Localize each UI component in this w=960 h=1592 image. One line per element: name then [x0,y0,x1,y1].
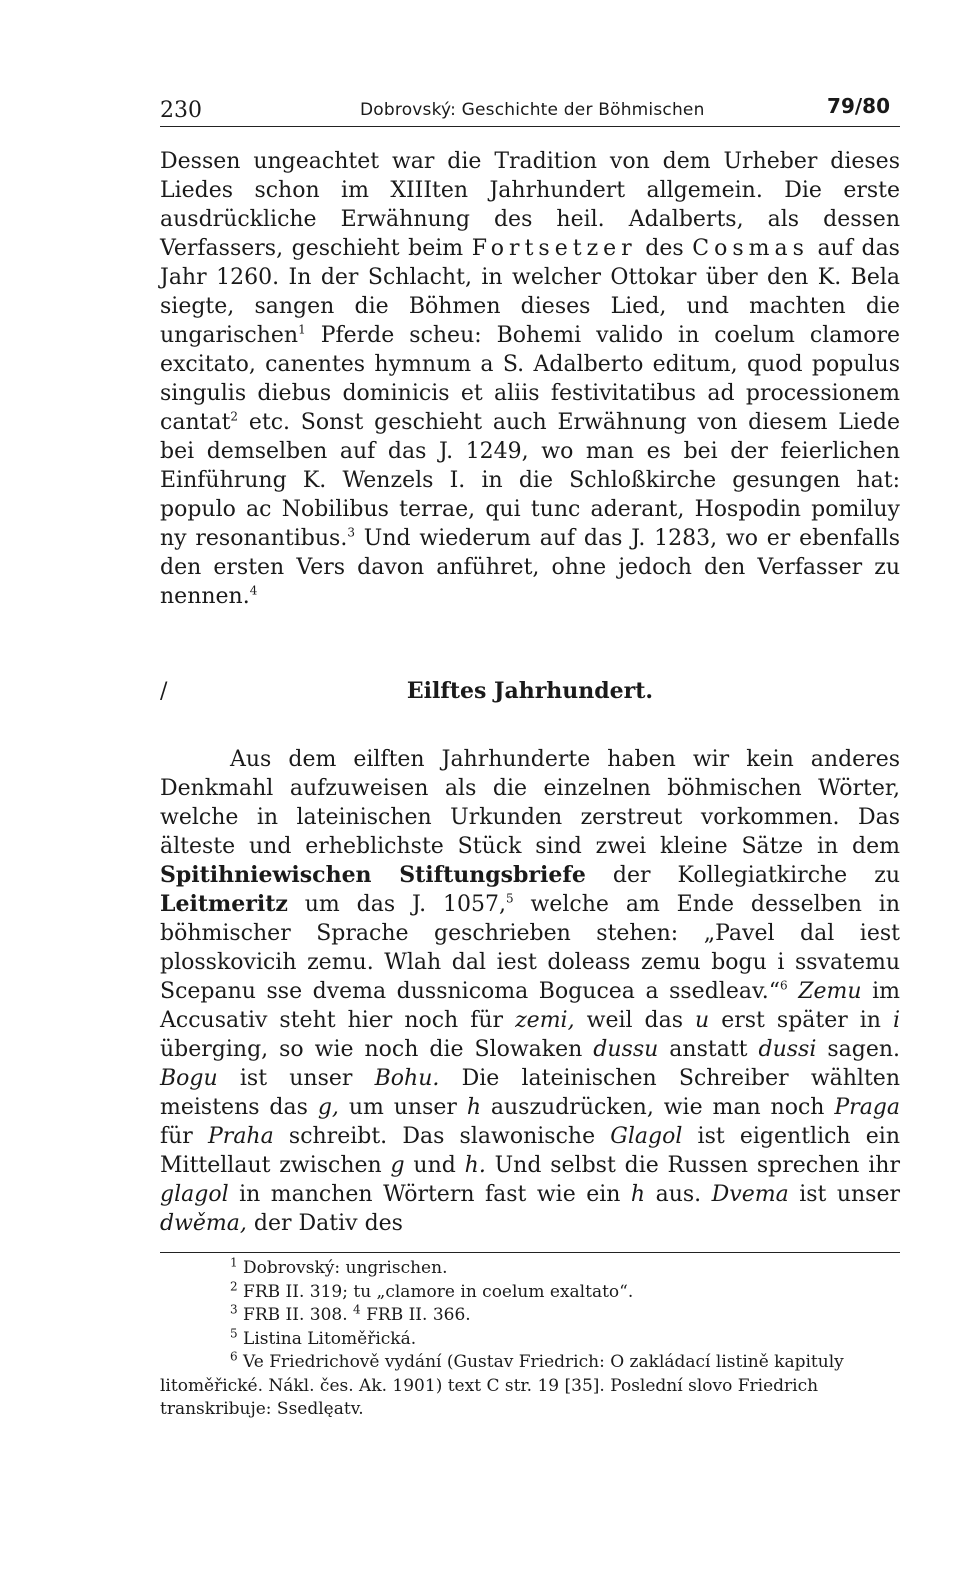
text-run: erst später in [721,1008,881,1033]
italic-term: g, [317,1095,339,1120]
footnote-ref: 2 [230,409,239,424]
text-run: ist unser [239,1066,353,1091]
footnote [160,1278,900,1305]
footnote [160,1257,900,1281]
italic-term: Bogu [160,1066,218,1091]
text-run: auf das Jahr 1260. In der Schlacht, in welcher Ottokar über den K. Bela siegte, sangen die Böhmen dieses Lied, und machten die ungarischen [160,236,900,348]
text-run: und [413,1153,456,1178]
footnote-number: 3 [230,1302,238,1317]
main-text [160,147,900,1238]
italic-term: Dvema [711,1182,789,1207]
text-run: schreibt. Das slawonische [288,1124,596,1149]
footnote-ref: 6 [780,978,788,993]
text-run: für [160,1124,193,1149]
text-run: um das J. 1057, [304,892,507,917]
footnote-ref: 3 [347,525,355,540]
footnote-text: Listina Litoměřická. [243,1328,417,1349]
text-run: der Dativ des [253,1211,403,1236]
emphasis-spaced: Cosmas [692,236,809,261]
italic-term: h [630,1182,646,1207]
paragraph [160,147,900,611]
italic-term: dussu [593,1037,659,1062]
footnotes [160,1252,900,1422]
italic-term: Praga [834,1095,901,1120]
footnote-number: 4 [353,1302,361,1317]
text-run: Dessen ungeachtet war die Tradition von dem Urheber dieses Liedes schon im XIIIten Jahrhundert allgemein. Die erste ausdrückliche Erwähnung des heil. Adalberts, als dessen Verfassers, geschieht beim [160,149,900,261]
italic-term: Zemu [798,979,862,1004]
text-run: etc. Sonst geschieht auch Erwähnung von diesem Liede bei demselben auf das J. 1249, wo man es bei der feierlichen Einführung K. Wenzels I. in die Schloßkirche gesungen hat: populo ac Nobilibus terrae, qui tunc aderant, Hospodin pomiluy ny resonantibus. [160,410,900,551]
italic-term: h. [464,1153,486,1178]
text-run: Pferde scheu: Bohemi valido in coelum clamore excitato, canentes hymnum a S. Adalberto editum, quod populus singulis diebus dominicis et aliis festivitatibus ad processionem cantat [160,323,901,435]
italic-term: u [695,1008,710,1033]
footnote-number: 5 [230,1325,238,1340]
italic-term: Bohu. [374,1066,440,1091]
text-run: um unser [348,1095,457,1120]
text-run: des [645,236,684,261]
italic-term: glagol [160,1182,229,1207]
text-run: in manchen Wörtern fast wie ein [239,1182,621,1207]
text-run: aus. [655,1182,702,1207]
italic-term: dwěma, [160,1211,247,1236]
text-run: ist eigentlich ein Mittellaut zwischen [160,1124,900,1178]
page-number: 230 [160,98,202,123]
text-run: Aus dem eilften Jahrhunderte haben wir kein anderes Denkmahl aufzuweisen als die einzelnen böhmischen Wörter, welche in lateinischen Urkunden zerstreut vorkommen. Das älteste und erheblichste Stück sind zwei kleine Sätze in dem [160,747,900,859]
footnote [160,1304,900,1328]
bold-term: Spitihniewischen Stiftungsbriefe [160,862,586,888]
folio-number: 79/80 [827,94,890,118]
footnote-text: Ve Friedrichově vydání (Gustav Friedrich: O zakládací listině kapituly litoměřické. Nákl. čes. Ak. 1901) text C str. 19 [35]. Poslední slovo Friedrich transkribuje: Ssedlęatv. [160,1352,844,1419]
section-title: Eilftes Jahrhundert. [406,678,654,704]
italic-term: g [390,1153,405,1178]
footnote-text: FRB II. 308. [243,1305,348,1325]
bold-term: Leitmeritz [160,891,288,917]
footnote-number: 1 [230,1255,238,1270]
italic-term: h [466,1095,481,1120]
paragraph [160,745,900,1238]
text-run: der Kollegiatkirche zu [612,863,900,888]
text-run: welche am Ende desselben in böhmischer Sprache geschrieben stehen: „Pavel dal iest plosskovicih zemu. Wlah dal iest doleass zemu bogu i ssvatemu Scepanu sse dvema dussnicoma Bogucea a ssedleav.“ [160,892,900,1004]
text-run: ist unser [799,1182,901,1207]
running-title: Dobrovský: Geschichte der Böhmischen [360,100,705,120]
footnote-ref: 1 [298,322,306,337]
footnote-text: Dobrovský: ungrischen. [243,1258,448,1278]
italic-term: Glagol [610,1124,683,1149]
text-run: anstatt [669,1037,748,1062]
text-run: Die lateinischen Schreiber wählten meistens das [160,1066,900,1120]
text-run: auszudrücken, wie man noch [490,1095,825,1120]
italic-term: i [893,1008,901,1033]
footnote-text: FRB II. 319; tu „clamore in coelum exaltato“. [243,1281,634,1302]
text-run: Und selbst die Russen sprechen ihr [494,1153,900,1178]
footnote [160,1351,900,1422]
text-run: sagen. [827,1037,901,1062]
footnote-ref: 5 [506,891,514,906]
footnote-number: 2 [230,1278,238,1293]
footnote [160,1325,900,1352]
italic-term: Praha [208,1124,274,1149]
italic-term: zemi, [515,1008,575,1033]
text-run: im Accusativ steht hier noch für [160,979,901,1033]
text-run: Und wiederum auf das J. 1283, wo er ebenfalls den ersten Vers davon anführet, ohne jedoch den Verfasser zu nennen. [160,526,900,609]
footnote-text: FRB II. 366. [366,1305,471,1325]
page-header [160,92,900,127]
section-heading [160,673,900,723]
text-run: überging, so wie noch die Slowaken [160,1037,583,1062]
text-run: weil das [586,1008,684,1033]
pencil-mark: / [160,679,168,704]
italic-term: dussi [758,1037,817,1062]
footnote-number: 6 [230,1349,238,1364]
footnote-ref: 4 [249,583,258,598]
emphasis-spaced: Fortsetzer [471,236,637,261]
page [160,92,900,1422]
